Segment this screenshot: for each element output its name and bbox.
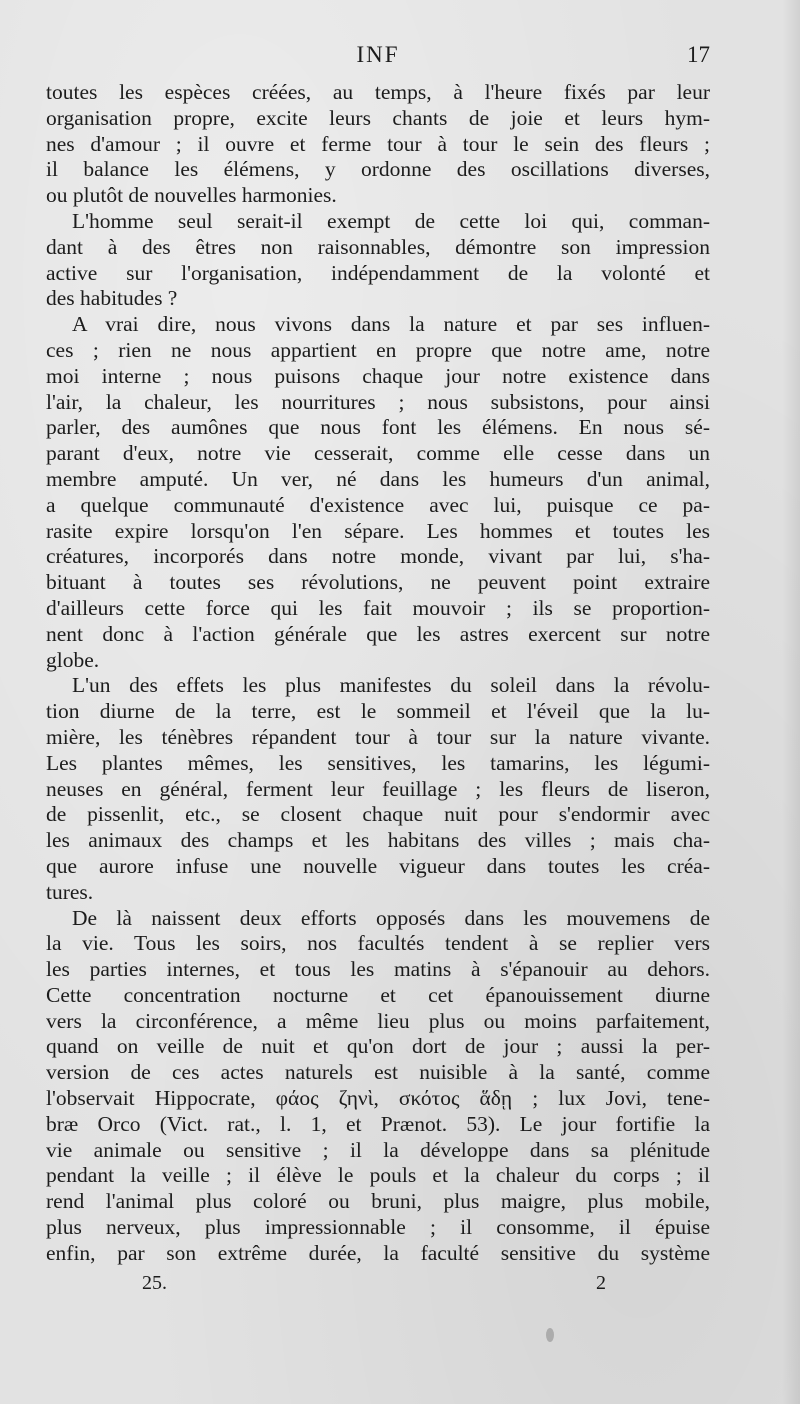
text-line: que aurore infuse une nouvelle vigueur dans toutes les créa- <box>46 853 710 878</box>
text-line: ou plutôt de nouvelles harmonies. <box>46 183 337 208</box>
gathering-number: 2 <box>596 1272 606 1294</box>
text-line: tures. <box>46 879 94 904</box>
text-line: parant d'eux, notre vie cesserait, comme elle cesse dans un <box>46 441 710 466</box>
text-line: des habitudes ? <box>46 286 178 311</box>
text-line: A vrai dire, nous vivons dans la nature et par ses influen- <box>72 312 710 337</box>
text-line: L'un des effets les plus manifestes du soleil dans la révolu- <box>72 673 710 698</box>
text-line: toutes les espèces créées, au temps, à l'heure fixés par leur <box>46 80 710 104</box>
text-line: De là naissent deux efforts opposés dans les mouvemens de <box>72 905 710 930</box>
ink-blot <box>546 1328 554 1342</box>
text-line: tion diurne de la terre, est le sommeil et l'éveil que la lu- <box>46 699 710 724</box>
text-line: il balance les élémens, y ordonne des oscillations diverses, <box>46 157 710 182</box>
page-footer <box>46 1272 710 1302</box>
text-line: moi interne ; nous puisons chaque jour notre existence dans <box>46 363 710 388</box>
text-line: membre amputé. Un ver, né dans les humeurs d'un animal, <box>46 466 710 491</box>
signature-mark: 25. <box>142 1272 167 1294</box>
text-line: enfin, par son extrême durée, la faculté sensitive du système <box>46 1240 710 1265</box>
text-line: globe. <box>46 647 100 672</box>
text-line: ces ; rien ne nous appartient en propre que notre ame, notre <box>46 337 710 362</box>
text-line: l'air, la chaleur, les nourritures ; nous subsistons, pour ainsi <box>46 389 710 414</box>
text-line: bituant à toutes ses révolutions, ne peuvent point extraire <box>46 570 710 595</box>
page-edge-shadow <box>782 0 800 1404</box>
text-line: rasite expire lorsqu'on l'en sépare. Les hommes et toutes les <box>46 518 710 543</box>
text-line: les animaux des champs et les habitans des villes ; mais cha- <box>46 828 710 853</box>
text-line: vers la circonférence, a même lieu plus ou moins parfaitement, <box>46 1008 710 1033</box>
text-line: d'ailleurs cette force qui les fait mouvoir ; ils se proportion- <box>46 595 710 620</box>
text-line: neuses en général, ferment leur feuillage ; les fleurs de liseron, <box>46 776 710 801</box>
text-line: L'homme seul serait-il exempt de cette loi qui, comman- <box>72 208 710 233</box>
text-line: plus nerveux, plus impressionnable ; il consomme, il épuise <box>46 1215 710 1240</box>
body-text <box>46 80 710 1267</box>
text-line: l'observait Hippocrate, φάος ζηνὶ, σκότος ἅδῃ ; lux Jovi, tene- <box>46 1086 710 1111</box>
text-line: les parties internes, et tous les matins à s'épanouir au dehors. <box>46 957 710 982</box>
text-line: la vie. Tous les soirs, nos facultés tendent à se replier vers <box>46 931 710 956</box>
text-line: dant à des êtres non raisonnables, démontre son impression <box>46 234 710 259</box>
text-line: vie animale ou sensitive ; il la développe dans sa plénitude <box>46 1137 710 1162</box>
text-line: pendant la veille ; il élève le pouls et la chaleur du corps ; il <box>46 1163 710 1188</box>
text-line: parler, des aumônes que nous font les élémens. En nous sé- <box>46 415 710 440</box>
text-line: créatures, incorporés dans notre monde, vivant par lui, s'ha- <box>46 544 710 569</box>
page-header <box>46 42 710 76</box>
text-line: Les plantes mêmes, les sensitives, les tamarins, les légumi- <box>46 750 710 775</box>
text-line: bræ Orco (Vict. rat., l. 1, et Prænot. 53). Le jour fortifie la <box>46 1111 710 1136</box>
text-line: version de ces actes naturels est nuisible à la santé, comme <box>46 1060 710 1085</box>
text-line: active sur l'organisation, indépendamment de la volonté et <box>46 260 710 285</box>
page-number: 17 <box>687 42 710 67</box>
text-line: mière, les ténèbres répandent tour à tour sur la nature vivante. <box>46 724 710 749</box>
text-line: quand on veille de nuit et qu'on dort de jour ; aussi la per- <box>46 1034 710 1059</box>
text-line: rend l'animal plus coloré ou bruni, plus maigre, plus mobile, <box>46 1189 710 1214</box>
text-line: a quelque communauté d'existence avec lui, puisque ce pa- <box>46 492 710 517</box>
text-line: nent donc à l'action générale que les astres exercent sur notre <box>46 621 710 646</box>
text-line: Cette concentration nocturne et cet épanouissement diurne <box>46 982 710 1007</box>
text-line: de pissenlit, etc., se closent chaque nuit pour s'endormir avec <box>46 802 710 827</box>
text-line: organisation propre, excite leurs chants de joie et leurs hym- <box>46 105 710 130</box>
text-line: nes d'amour ; il ouvre et ferme tour à tour le sein des fleurs ; <box>46 131 710 156</box>
running-head: INF <box>356 42 400 67</box>
